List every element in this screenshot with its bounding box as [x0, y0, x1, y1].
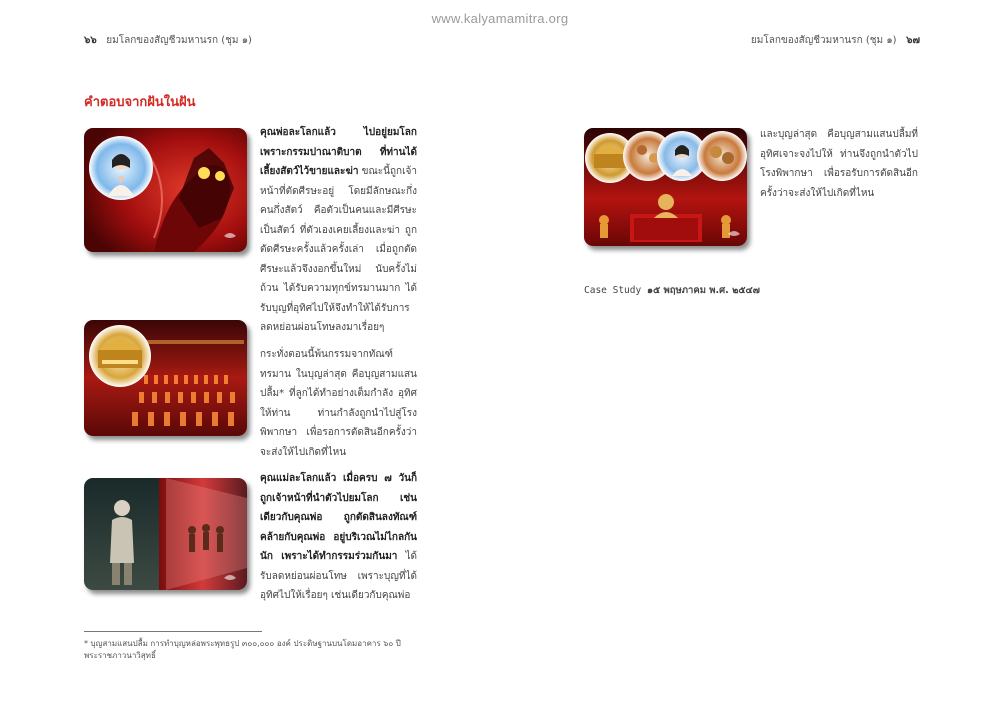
father-punishment-illustration	[84, 128, 247, 252]
left-running-title: ยมโลกของสัญชีวมหานรก (ชุม ๑)	[106, 35, 252, 46]
mother-hell-illustration	[84, 478, 247, 590]
footnote-divider	[84, 631, 262, 632]
paragraph-mother-bold: คุณแม่ละโลกแล้ว เมื่อครบ ๗ วันก็ถูกเจ้าหน้าที่นำตัวไปยมโลก เช่นเดียวกับคุณพ่อ ถูกตัดสินลงทัณฑ์คล้ายกับคุณพ่อ อยู่บริเวณไม่ไกลกันนัก เพราะได้ทำกรรมร่วมกันมา	[260, 473, 417, 562]
case-study-date: ๑๕ พฤษภาคม พ.ศ. ๒๕๔๗	[646, 285, 760, 296]
paragraph-father	[260, 123, 417, 338]
judgment-hall-illustration	[584, 128, 747, 246]
paragraph-mother-rest: ได้รับลดหย่อนผ่อนโทษ เพราะบุญที่ได้อุทิศไปให้เรื่อยๆ เช่นเดียวกับคุณพ่อ	[260, 551, 417, 601]
paragraph-father-bold: คุณพ่อละโลกแล้ว ไปอยู่ยมโลกเพราะกรรมปาณาติบาต ที่ท่านได้เลี้ยงสัตว์ไว้ขายและฆ่า	[260, 127, 417, 177]
paragraph-judgment: และบุญล่าสุด คือบุญสามแสนปลื้มที่อุทิศเจาะจงไปให้ ท่านจึงถูกนำตัวไปโรงพิพากษา เพื่อรอรับการตัดสินอีกครั้งว่าจะส่งให้ไปเกิดที่ไหน	[760, 129, 918, 199]
footnote: * บุญสามแสนปลื้ม การทำบุญหล่อพระพุทธรูป ๓๐๐,๐๐๐ องค์ ประดิษฐานบนโดมอาคาร ๖๐ ปี พระราชภาวนาวิสุทธิ์	[84, 639, 401, 660]
right-running-header	[751, 33, 920, 48]
left-page-number: ๖๖	[84, 35, 97, 46]
right-page-number: ๖๗	[906, 35, 920, 46]
case-study-label	[584, 283, 760, 298]
case-study-word: Case Study	[584, 285, 642, 296]
left-running-header	[84, 33, 252, 48]
merit-assembly-illustration	[84, 320, 247, 436]
right-running-title: ยมโลกของสัญชีวมหานรก (ชุม ๑)	[750, 35, 897, 46]
website-url[interactable]: www.kalyamamitra.org	[431, 11, 569, 26]
section-title: คำตอบจากฝันในฝัน	[84, 95, 196, 110]
paragraph-father-rest: ขณะนี้ถูกเจ้าหน้าที่ตัดศีรษะอยู่ โดยมีลักษณะกึ่งคนกึ่งสัตว์ คือตัวเป็นคนและมีศีรษะเป็นสัตว์ ที่ตัวเองเคยเลี้ยงและฆ่า ถูกตัดศีรษะครั้งแล้วครั้งเล่า เมื่อถูกตัดศีรษะแล้วจึงงอกขึ้นใหม่ นับครั้งไม่ถ้วน ได้รับความทุกข์ทรมานมาก ได้รับบุญที่อุทิศไปให้จึงทำให้ได้รับการลดหย่อนผ่อนโทษลงมาเรื่อยๆ	[260, 166, 417, 333]
paragraph-merit: กระทั่งตอนนี้พ้นกรรมจากทัณฑ์ทรมาน ในบุญล่าสุด คือบุญสามแสนปลื้ม* ที่ลูกได้ทำอย่างเต็มกำลัง อุทิศให้ท่าน ท่านกำลังถูกนำไปสู่โรงพิพากษา เพื่อรอการตัดสินอีกครั้งว่า จะส่งให้ไปเกิดที่ไหน	[260, 349, 417, 458]
paragraph-mother	[260, 469, 417, 606]
